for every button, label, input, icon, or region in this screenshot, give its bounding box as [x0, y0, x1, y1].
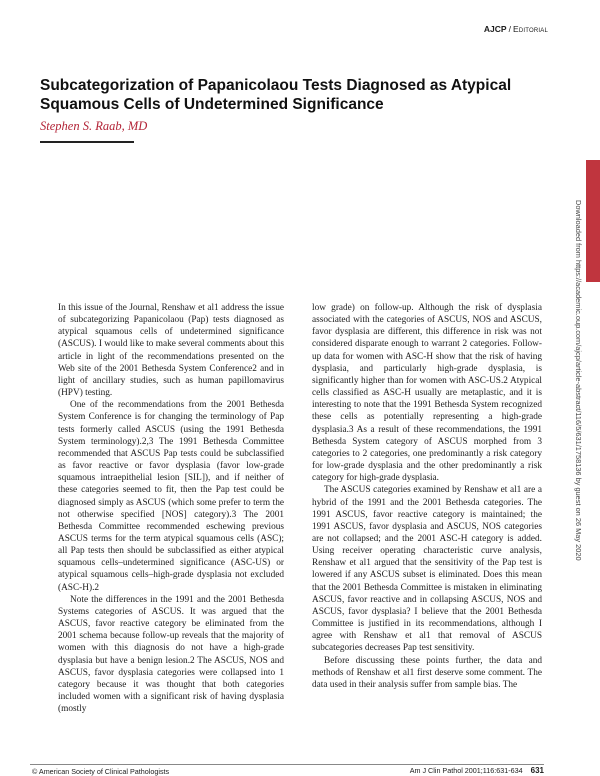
footer-copyright: © American Society of Clinical Pathologists	[32, 767, 170, 776]
paragraph: In this issue of the Journal, Renshaw et al1 address the issue of subcategorizing Papanicolaou (Pap) tests diagnosed as atypical squamous cells of undetermined significance (ASCUS). I would like to make several comments about this article in light of the recommendations presented on the Web site of the 2001 Bethesda System Conference2 and in light of ancillary studies, such as human papillomavirus (HPV) testing.	[58, 303, 284, 399]
paragraph: The ASCUS categories examined by Renshaw et al1 are a hybrid of the 1991 and the 2001 Bethesda categories. The 1991 ASCUS, favor reactive category is maintained; the 1991 ASCUS, favor dysplasia and ASCUS, NOS categories are not collapsed; and the 2001 ASC-H category is added. Using receiver operating characteristic curve analysis, Renshaw et al1 argued that the sensitivity of the Pap test is lowered if any ASCUS subset is eliminated. Does this mean that the 2001 Bethesda Committee is mistaken in eliminating ASCUS, favor reactive and in collapsing ASCUS, NOS and ASCUS, favor dysplasia? I believe that the 2001 Bethesda Committee is justified in its recommendations, although I agree with Renshaw et al1 that removal of ASCUS subcategories decreases Pap test sensitivity.	[312, 485, 542, 654]
page-number: 631	[530, 766, 544, 775]
running-header	[484, 24, 548, 34]
footer-citation-block	[410, 766, 544, 775]
right-column	[312, 302, 542, 691]
article-author: Stephen S. Raab, MD	[40, 119, 148, 133]
section-name: Editorial	[512, 24, 548, 34]
header-separator: /	[508, 24, 511, 34]
title-rule	[40, 141, 134, 143]
paragraph: One of the recommendations from the 2001 Bethesda System Conference is for changing the terminology of Pap tests formerly called ASCUS (using the 1991 Bethesda System terminology).2,3 The 1991 Bethesda Committee recommended that ASCUS Pap tests could be subclassified as favor reactive or favor dysplasia (favor low-grade squamous intraepithelial lesion [SIL]), and if neither of these categories seemed to fit, then the Pap test could be diagnosed simply as ASCUS (which some prefer to term the not otherwise specified [NOS] category).3 The 2001 Bethesda Committee recommended eschewing previous ASCUS terms for the term atypical squamous cells (ASC); all Pap tests then should be subclassified as either atypical squamous cells–undetermined significance (ASC-US) or atypical squamous cells–high-grade dysplasia not excluded (ASC-H).2	[58, 400, 284, 593]
footer-rule	[30, 764, 544, 765]
download-note: Downloaded from https://academic.oup.com/ajcp/article-abstract/116/5/631/1758136 by guest on 26 May 2020	[574, 200, 583, 561]
paragraph: Note the differences in the 1991 and the 2001 Bethesda Systems categories of ASCUS. It was argued that the ASCUS, favor reactive category be eliminated from the 2001 schema because follow-up reveals that the majority of women with this diagnosis do not have a high-grade dysplasia but have a benign lesion.2 The ASCUS, NOS and ASCUS, favor dysplasia categories were collapsed into 1 category because it was thought that both categories included women with a significant risk of having dysplasia (mostly	[58, 594, 284, 715]
left-column	[58, 302, 284, 715]
footer-citation: Am J Clin Pathol 2001;116:631-634	[409, 766, 523, 775]
paragraph: Before discussing these points further, the data and methods of Renshaw et al1 first deserve some comment. The data used in their analysis suffer from sample bias. The	[312, 655, 542, 690]
paragraph: low grade) on follow-up. Although the risk of dysplasia associated with the categories of ASCUS, NOS and ASCUS, favor dysplasia are different, this difference in risk was not considered disparate enough to warrant 2 categories. Follow-up data for women with ASC-H show that the risk of having dysplasia, and particularly high-grade dysplasia, is significantly higher than for women with ASC-US.2 Atypical cells classified as ASC-H usually are metaplastic, and it is interesting to note that the 1991 Bethesda System recognized these cells as potentially representing a high-grade dysplasia.3 As a result of these recommendations, the 1991 Bethesda System category of ASCUS morphed from 3 categories to 2 categories, one predominantly a risk category for low-grade dysplasia and the other predominantly a risk category for high-grade dysplasia.	[312, 303, 542, 484]
article-title: Subcategorization of Papanicolaou Tests Diagnosed as Atypical Squamous Cells of Undetermined Significance	[40, 77, 512, 113]
journal-name: AJCP	[483, 24, 507, 34]
sidebar-color-tab	[586, 160, 600, 282]
